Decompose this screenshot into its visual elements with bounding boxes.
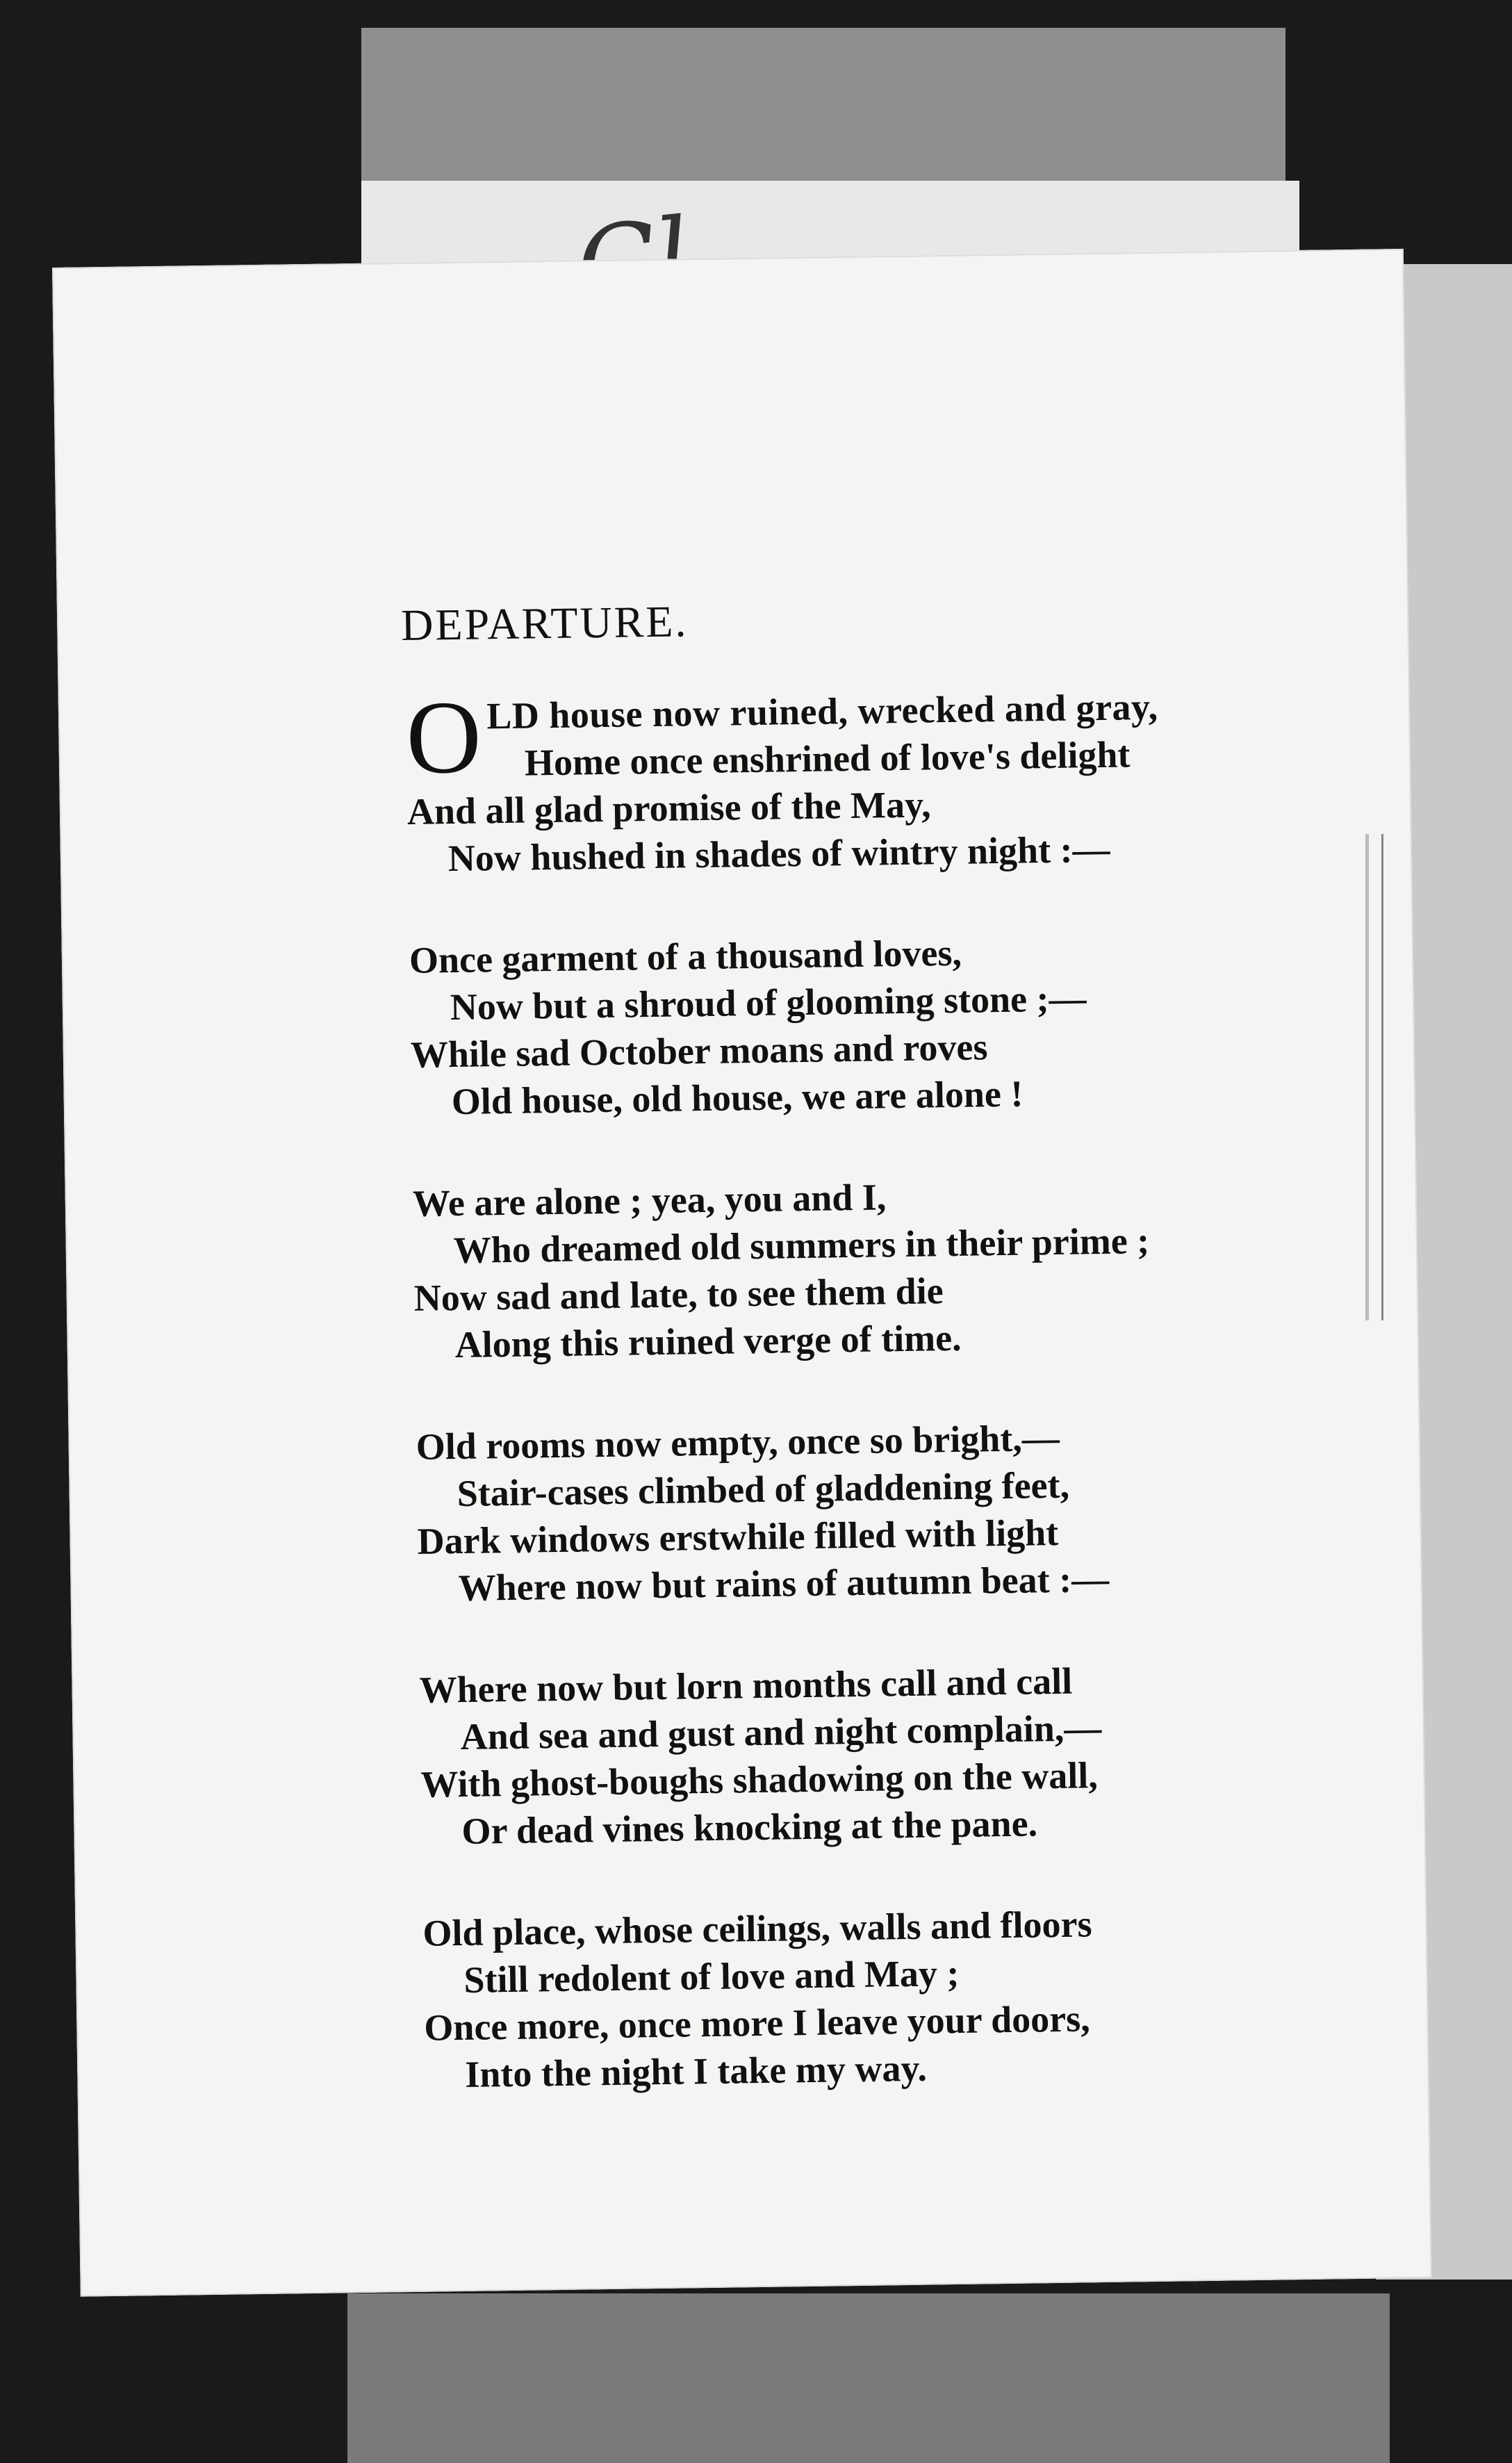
poem-line: With ghost-boughs shadowing on the wall, [420, 1754, 1099, 1806]
poem-line: Along this ruined verge of time. [454, 1316, 962, 1366]
poem-line: Home once enshrined of love's delight [524, 733, 1131, 784]
poem-line: Or dead vines knocking at the pane. [461, 1802, 1038, 1852]
poem-line: Still redolent of love and May ; [463, 1952, 960, 2001]
background-card-bottom [347, 2293, 1390, 2463]
poem-line: We are alone ; yea, you and I, [412, 1176, 887, 1225]
poem-line: Old place, whose ceilings, walls and floors [422, 1903, 1092, 1954]
stanza-4 [416, 1411, 1287, 1612]
poem-line: And all glad promise of the May, [406, 783, 931, 833]
stanza-5 [419, 1654, 1290, 1855]
poem-line: While sad October moans and roves [410, 1026, 988, 1076]
first-line-text: LD house now ruined, wrecked and gray, [486, 685, 1158, 737]
drop-cap: O [405, 679, 482, 796]
stanza-2 [409, 924, 1280, 1125]
poem-line: Old rooms now empty, once so bright,— [416, 1416, 1060, 1468]
poem-line: Where now but rains of autumn beat :— [458, 1557, 1110, 1610]
poem-line: Once garment of a thousand loves, [409, 931, 962, 981]
poem-body [405, 679, 1295, 2153]
poem-line: Now sad and late, to see them die [413, 1270, 944, 1319]
poem-line: Who dreamed old summers in their prime ; [453, 1220, 1150, 1272]
poem-line: Now hushed in shades of wintry night :— [447, 828, 1110, 880]
poem-line: Stair-cases climbed of gladdening feet, [457, 1464, 1070, 1515]
poem-page [52, 249, 1432, 2297]
binding-string [1365, 834, 1383, 1320]
poem-line: Once more, once more I leave your doors, [423, 1997, 1091, 2049]
poem-title: DEPARTURE. [400, 596, 689, 650]
poem-line: Into the night I take my way. [464, 2047, 928, 2095]
poem-line: Old house, old house, we are alone ! [451, 1072, 1024, 1123]
poem-line: Now but a shroud of glooming stone ;— [450, 977, 1087, 1029]
stanza-3 [412, 1168, 1283, 1368]
stanza-1 [405, 679, 1277, 883]
poem-line: Where now but lorn months call and call [419, 1660, 1073, 1711]
stanza-6 [422, 1897, 1294, 2098]
poem-line: And sea and gust and night complain,— [460, 1707, 1102, 1758]
poem-line: Dark windows erstwhile filled with light [417, 1511, 1059, 1562]
